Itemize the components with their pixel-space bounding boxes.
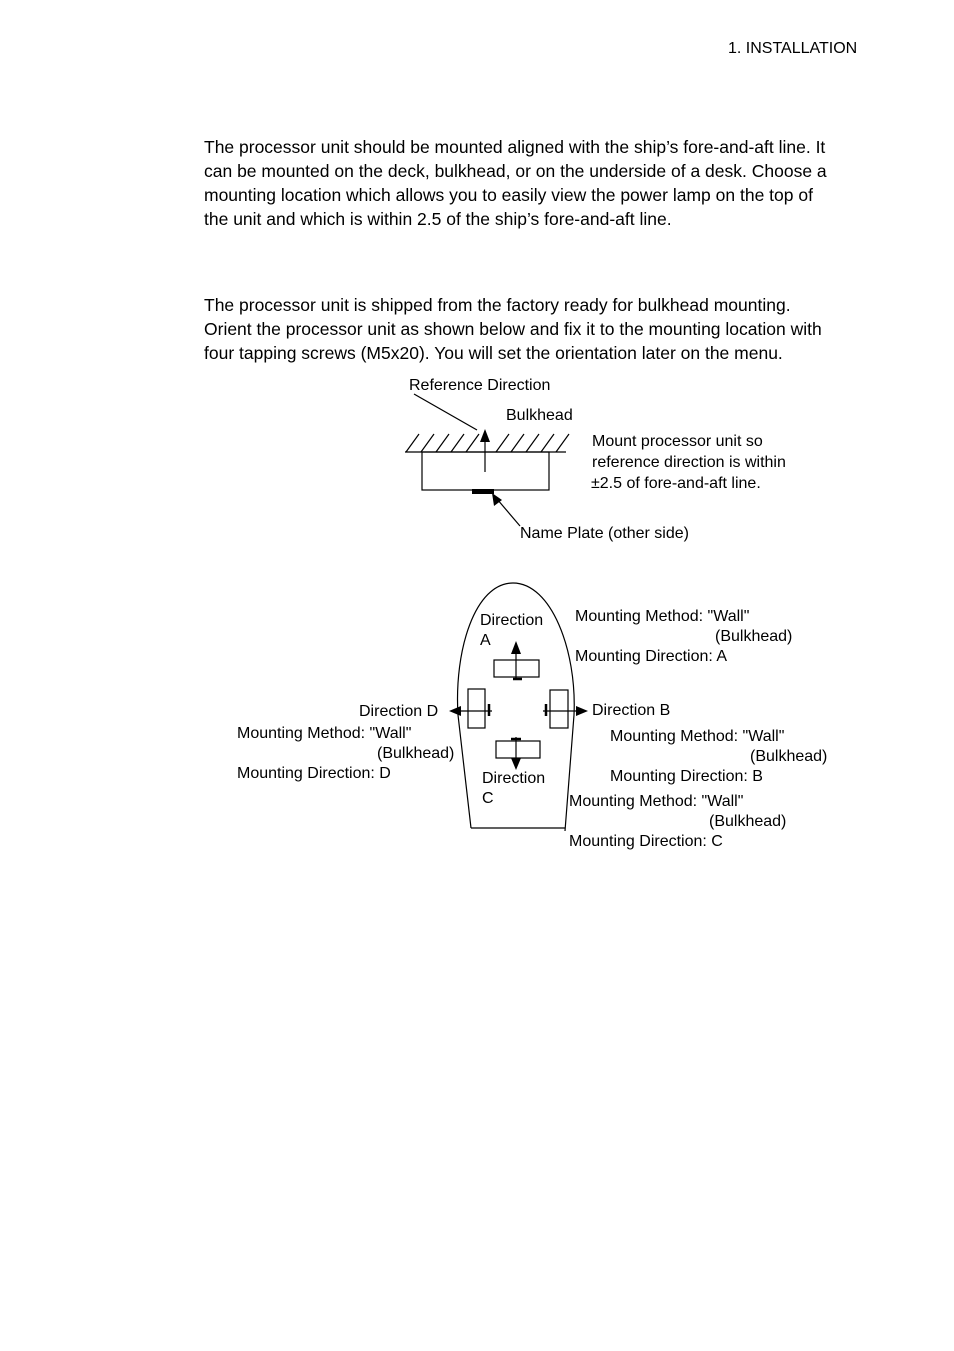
reference-direction-label: Reference Direction bbox=[409, 377, 551, 394]
paragraph-line: The processor unit should be mounted aligned with the ship’s fore-and-aft line. It bbox=[204, 137, 826, 157]
unit-direction-c bbox=[496, 741, 540, 758]
arrow-up-icon bbox=[511, 641, 521, 654]
a-mounting-method: Mounting Method: "Wall" bbox=[575, 608, 750, 625]
reference-arrow-icon bbox=[480, 429, 490, 442]
mount-note-line: Mount processor unit so bbox=[592, 433, 763, 450]
name-plate-arrow-icon bbox=[492, 493, 502, 506]
unit-direction-d bbox=[468, 689, 485, 728]
paragraph-line: can be mounted on the deck, bulkhead, or on the underside of a desk. Choose a bbox=[204, 161, 827, 181]
arrow-right-icon bbox=[576, 706, 588, 716]
mount-note-line: reference direction is within bbox=[592, 454, 786, 471]
paragraph-line: mounting location which allows you to easily view the power lamp on the top of bbox=[204, 185, 813, 205]
direction-c-letter: C bbox=[482, 790, 494, 807]
direction-b-label: Direction B bbox=[592, 702, 671, 719]
name-plate-label: Name Plate (other side) bbox=[520, 525, 689, 542]
direction-d-label: Direction D bbox=[359, 703, 439, 720]
b-mounting-method: Mounting Method: "Wall" bbox=[610, 728, 785, 745]
paragraph-line: four tapping screws (M5x20). You will set the orientation later on the menu. bbox=[204, 343, 783, 363]
a-mounting-type: (Bulkhead) bbox=[715, 628, 793, 645]
c-mounting-method: Mounting Method: "Wall" bbox=[569, 793, 744, 810]
direction-a-label: Direction bbox=[480, 612, 544, 629]
direction-a-letter: A bbox=[480, 632, 491, 649]
bulkhead-label: Bulkhead bbox=[506, 407, 573, 424]
a-mounting-direction: Mounting Direction: A bbox=[575, 648, 728, 665]
paragraph-line: the unit and which is within 2.5 of the ship’s fore-and-aft line. bbox=[204, 209, 672, 229]
b-mounting-type: (Bulkhead) bbox=[750, 748, 828, 765]
name-plate bbox=[472, 489, 494, 494]
paragraph-line: Orient the processor unit as shown below and fix it to the mounting location with bbox=[204, 319, 822, 339]
reference-leader-line bbox=[414, 394, 477, 430]
d-mounting-direction: Mounting Direction: D bbox=[237, 765, 391, 782]
mount-note-line: ±2.5 of fore-and-aft line. bbox=[591, 475, 761, 492]
c-mounting-type: (Bulkhead) bbox=[709, 813, 787, 830]
d-mounting-type: (Bulkhead) bbox=[377, 745, 455, 762]
unit-direction-b bbox=[550, 690, 568, 728]
c-mounting-direction: Mounting Direction: C bbox=[569, 833, 723, 850]
d-mounting-method: Mounting Method: "Wall" bbox=[237, 725, 412, 742]
direction-c-label: Direction bbox=[482, 770, 546, 787]
section-header: 1. INSTALLATION bbox=[728, 40, 858, 57]
b-mounting-direction: Mounting Direction: B bbox=[610, 768, 763, 785]
name-plate-leader bbox=[497, 499, 520, 526]
arrow-left-icon bbox=[449, 706, 461, 716]
paragraph-line: The processor unit is shipped from the factory ready for bulkhead mounting. bbox=[204, 295, 791, 315]
